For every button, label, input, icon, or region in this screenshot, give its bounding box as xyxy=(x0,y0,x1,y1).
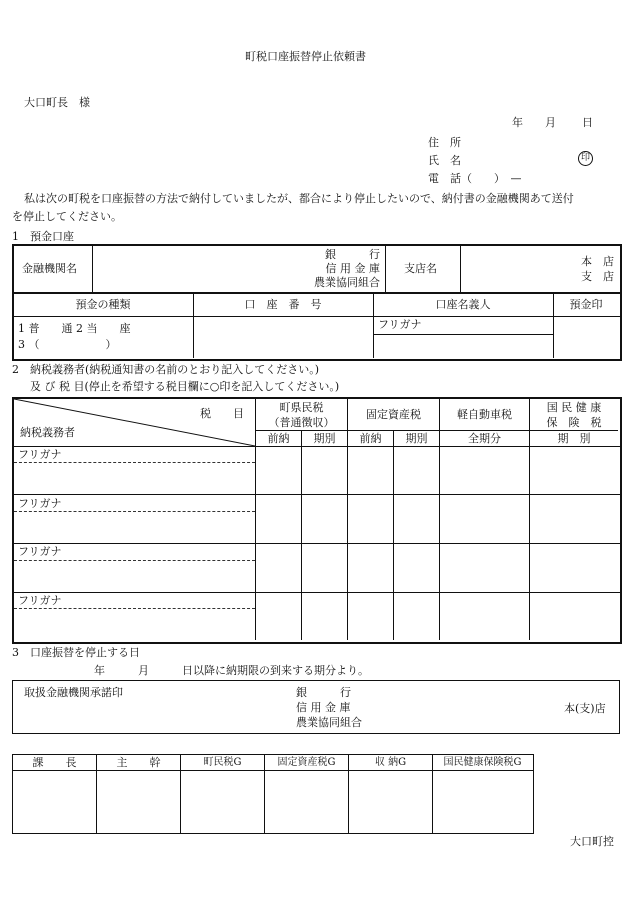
date-day: 日 xyxy=(582,116,593,129)
applicant-name-label: 氏 名 xyxy=(428,154,461,167)
intro-text-line2: を停止してください。 xyxy=(12,210,122,223)
stop-date-text: 年 月 日以降に納期限の到来する期分より。 xyxy=(94,664,369,677)
sub-header-period-3: 期 別 xyxy=(557,432,591,445)
office-header-collection: 収 納G xyxy=(374,757,407,768)
sub-header-prepay-2: 前納 xyxy=(359,432,382,445)
office-header-property-tax: 固定資産税G xyxy=(277,757,336,768)
tax-header-property: 固定資産税 xyxy=(366,408,421,421)
account-type-header: 預金の種類 xyxy=(75,298,131,311)
account-holder-header: 口座名義人 xyxy=(435,298,491,311)
account-seal-header: 預金印 xyxy=(569,298,603,311)
account-type-options-line1: 1 普 通 2 当 座 xyxy=(18,322,131,335)
tax-header-health-2: 保 険 税 xyxy=(546,416,602,429)
applicant-address-label: 住 所 xyxy=(428,136,461,149)
taxpayer-furigana-2: フリガナ xyxy=(18,497,62,510)
office-header-chief: 課 長 xyxy=(32,756,77,769)
tax-item-corner-label: 税 目 xyxy=(200,407,244,420)
tax-header-health-1: 国 民 健 康 xyxy=(546,401,602,414)
approval-branch: 本(支)店 xyxy=(564,702,606,715)
tax-header-light-vehicle: 軽自動車税 xyxy=(457,408,512,421)
date-month: 月 xyxy=(545,116,556,129)
office-header-manager: 主 幹 xyxy=(116,756,161,769)
sub-header-full: 全期分 xyxy=(468,432,501,445)
tax-header-resident-2: （普通徴収） xyxy=(268,416,335,429)
office-header-health-tax: 国民健康保険税G xyxy=(443,757,522,768)
sub-header-prepay-1: 前納 xyxy=(267,432,290,445)
section1-heading: 1 預金口座 xyxy=(12,230,74,243)
approval-bank-type-shinkin: 信 用 金 庫 xyxy=(296,701,351,714)
page-title: 町税口座振替停止依頼書 xyxy=(245,50,366,63)
footer-copy-label: 大口町控 xyxy=(570,835,614,848)
sub-header-period-1: 期別 xyxy=(313,432,336,445)
seal-mark: 印 xyxy=(578,151,593,166)
tax-header-resident-1: 町県民税 xyxy=(279,401,324,414)
addressee: 大口町長 様 xyxy=(24,96,90,109)
bank-type-nokyo: 農業協同組合 xyxy=(314,276,380,289)
approval-label: 取扱金融機関承諾印 xyxy=(24,686,123,699)
account-type-options-line2: 3 （ ） xyxy=(18,338,117,351)
approval-bank-type-nokyo: 農業協同組合 xyxy=(296,716,362,729)
bank-type-bank: 銀 行 xyxy=(325,248,380,261)
taxpayer-furigana-4: フリガナ xyxy=(18,594,62,607)
applicant-phone-label: 電 話（ ） — xyxy=(428,172,522,185)
account-number-header: 口 座 番 号 xyxy=(244,298,322,311)
taxpayer-furigana-1: フリガナ xyxy=(18,448,62,461)
branch-type-branch: 支 店 xyxy=(581,270,614,283)
approval-bank-type-bank: 銀 行 xyxy=(296,686,351,699)
bank-name-label: 金融機関名 xyxy=(22,262,77,275)
date-year: 年 xyxy=(512,116,523,129)
taxpayer-corner-label: 納税義務者 xyxy=(20,426,75,439)
bank-type-shinkin: 信 用 金 庫 xyxy=(325,262,380,275)
holder-furigana-label: フリガナ xyxy=(378,318,422,331)
section2-heading-line2: 及 び 税 目(停止を希望する税目欄に○印を記入してください。) xyxy=(30,380,340,393)
intro-text-line1: 私は次の町税を口座振替の方法で納付していましたが、都合により停止したいので、納付書の金融機関あて送付 xyxy=(24,192,574,205)
branch-type-main: 本 店 xyxy=(581,255,614,268)
sub-header-period-2: 期別 xyxy=(405,432,428,445)
office-header-resident-tax: 町民税G xyxy=(203,757,242,768)
branch-name-label: 支店名 xyxy=(404,262,437,275)
taxpayer-furigana-3: フリガナ xyxy=(18,545,62,558)
section3-heading: 3 口座振替を停止する日 xyxy=(12,646,140,659)
section2-heading-line1: 2 納税義務者(納税通知書の名前のとおり記入してください。) xyxy=(12,363,320,376)
